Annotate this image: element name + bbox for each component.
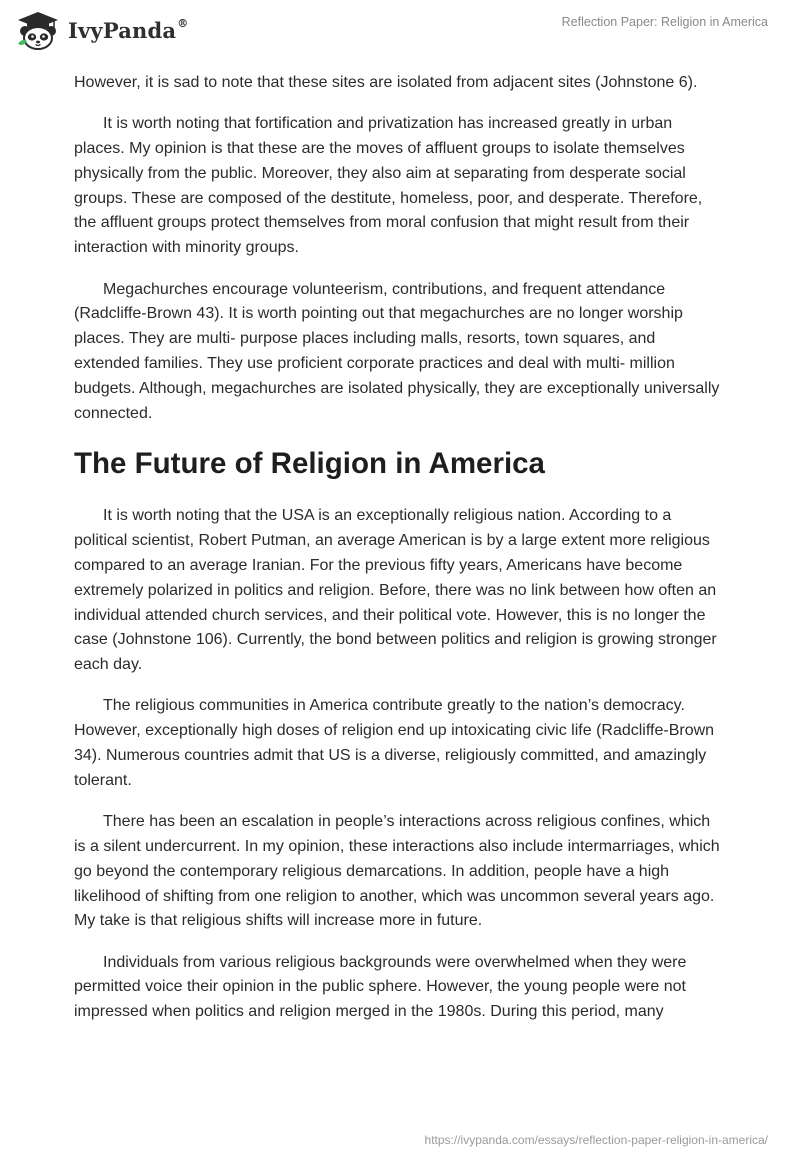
paragraph: It is worth noting that fortification and privatization has increased greatly in urban places. My opinion is that these are the moves of affluent groups to isolate themselves physically from the public. Moreover, they also aim at separating from desperate social groups. These are composed of the destitute, homeless, poor, and desperate. Therefore, the affluent groups protect themselves from moral confusion that might result from their interaction with minority groups.	[74, 115, 703, 257]
paragraph: It is worth noting that the USA is an exceptionally religious nation. According to a political scientist, Robert Putman, an average American is by a large extent more religious compared to an average Iranian. For the previous fifty years, Americans have become extremely polarized in politics and religion. Before, there was no link between how often an individual attended church services, and their political vote. However, this is no longer the case (Johnstone 106). Currently, the bond between politics and religion is growing stronger each day.	[74, 507, 717, 674]
paragraph: However, it is sad to note that these sites are isolated from adjacent sites (Johnstone 6).	[74, 74, 698, 91]
paragraph: Individuals from various religious backgrounds were overwhelmed when they were permitted voice their opinion in the public sphere. However, the young people were not impressed when politics and religion merged in the 1980s. During this period, many	[74, 953, 687, 1021]
document-title: Reflection Paper: Religion in America	[561, 15, 768, 29]
section-heading: The Future of Religion in America	[74, 447, 545, 481]
ivypanda-logo[interactable]	[16, 10, 188, 50]
essay-body	[74, 71, 724, 1042]
paragraph: There has been an escalation in people’s interactions across religious confines, which is a silent undercurrent. In my opinion, these interactions also include intermarriages, which go beyond the contemporary religious demarcations. In addition, people have a high likelihood of shifting from one religion to another, which was uncommon several years ago. My take is that religious shifts will increase more in future.	[74, 813, 720, 930]
paragraph: The religious communities in America contribute greatly to the nation’s democracy. However, exceptionally high doses of religion end up intoxicating civic life (Radcliffe-Brown 34). Numerous countries admit that US is a diverse, religiously committed, and amazingly tolerant.	[74, 697, 715, 789]
brand-name: IvyPanda®	[68, 16, 189, 43]
page-header	[0, 0, 800, 70]
source-url[interactable]: https://ivypanda.com/essays/reflection-paper-religion-in-america/	[424, 1133, 768, 1147]
panda-graduate-icon	[16, 10, 60, 50]
paragraph: Megachurches encourage volunteerism, contributions, and frequent attendance (Radcliffe-Brown 43). It is worth pointing out that megachurches are no longer worship places. They are multi- purpose places including malls, resorts, town squares, and extended families. They use proficient corporate practices and deal with multi- million budgets. Although, megachurches are isolated physically, they are exceptionally universally connected.	[74, 280, 720, 422]
